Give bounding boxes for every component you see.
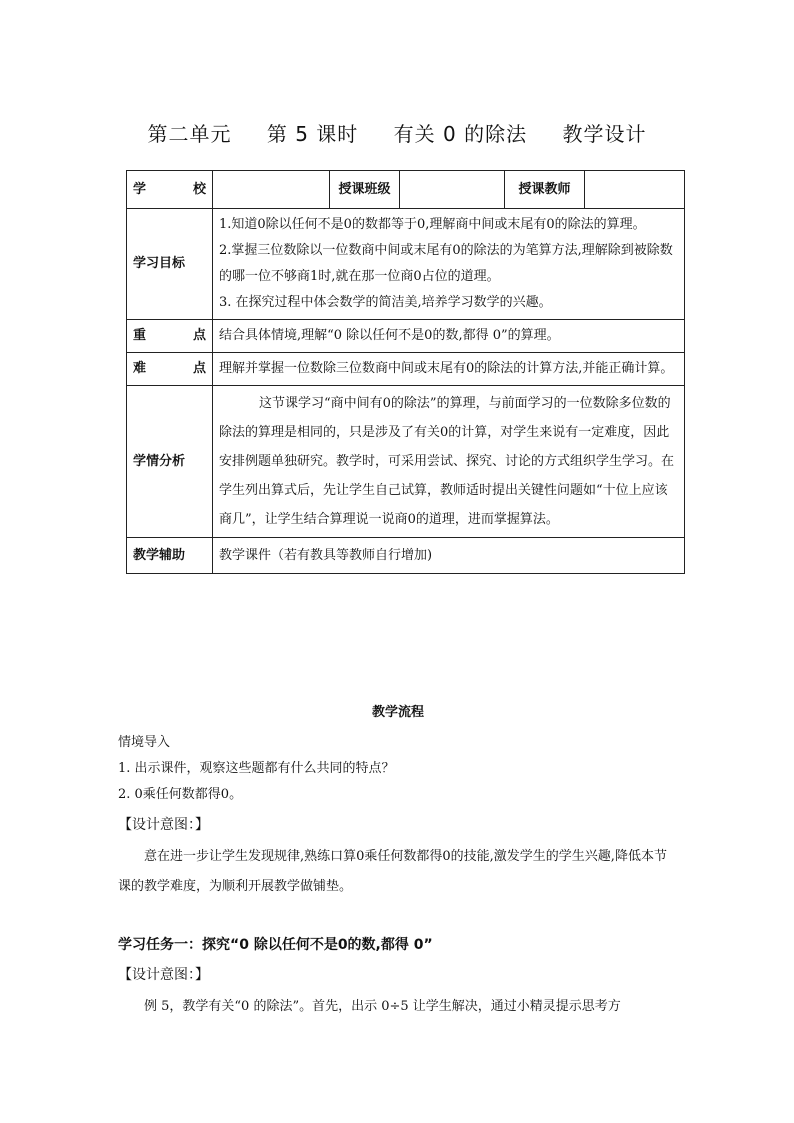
- aid-text: 教学课件（若有教具等教师自行增加): [213, 538, 685, 574]
- teacher-value: [585, 171, 685, 209]
- flow-intro: 情境导入: [118, 735, 171, 750]
- design-intent-label: 【设计意图：】: [118, 967, 209, 983]
- table-row: [127, 320, 685, 353]
- class-label: 授课班级: [330, 171, 400, 209]
- table-row: [127, 538, 685, 574]
- teacher-label: 授课教师: [505, 171, 585, 209]
- class-value: [400, 171, 505, 209]
- key-text: 结合具体情境,理解“0 除以任何不是0的数,都得 0”的算理。: [213, 320, 685, 353]
- goal-item: 2.掌握三位数除以一位数商中间或末尾有0的除法的为笔算方法,理解除到被除数的哪一位不够商1时,就在那一位商0占位的道理。: [219, 243, 673, 284]
- title-topic: 有关 0 的除法: [393, 122, 528, 146]
- analysis-label: 学情分析: [127, 386, 213, 538]
- title-unit: 第二单元: [147, 122, 232, 146]
- page-title: [0, 118, 794, 147]
- difficult-label: 难 点: [127, 353, 213, 386]
- aid-label: 教学辅助: [127, 538, 213, 574]
- goal-item: 1.知道0除以任何不是0的数都等于0,理解商中间或末尾有0的除法的算理。: [219, 217, 646, 232]
- title-lesson: 第 5 课时: [266, 122, 359, 146]
- example-text: 例 5，教学有关“0 的除法”。首先，出示 0÷5 让学生解决，通过小精灵提示思考方: [144, 999, 621, 1014]
- lesson-info-table: [126, 170, 685, 574]
- difficult-text: 理解并掌握一位数除三位数商中间或末尾有0的除法的计算方法,并能正确计算。: [213, 353, 685, 386]
- table-row: [127, 386, 685, 538]
- design-intent-label: 【设计意图：】: [118, 817, 209, 833]
- goals-label: 学习目标: [127, 209, 213, 320]
- flow-item: 1. 出示课件，观察这些题都有什么共同的特点？: [118, 761, 395, 776]
- table-row: [127, 209, 685, 320]
- flow-heading: 教学流程: [371, 705, 424, 720]
- flow-item: 2. 0乘任何数都得0。: [118, 787, 243, 802]
- design-intent-text: 意在进一步让学生发现规律,熟练口算0乘任何数都得0的技能,激发学生的学生兴趣,降低本节课的教学难度，为顺利开展教学做铺垫。: [118, 849, 667, 894]
- goals-cell: [213, 209, 685, 320]
- title-design: 教学设计: [562, 122, 647, 146]
- analysis-text: 这节课学习“商中间有0的除法”的算理，与前面学习的一位数除多位数的除法的算理是相同的，只是涉及了有关0的计算，对学生来说有一定难度，因此安排例题单独研究。教学时，可采用尝试、探究、讨论的方式组织学生学习。在学生列出算式后，先让学生自己试算，教师适时提出关键性问题如“十位上应该商几”，让学生结合算理说一说商0的道理，进而掌握算法。: [213, 386, 685, 538]
- teaching-flow: [118, 700, 678, 1022]
- table-row: [127, 171, 685, 209]
- table-row: [127, 353, 685, 386]
- task-one-heading: 学习任务一：探究“0 除以任何不是0的数,都得 0”: [118, 937, 433, 953]
- school-value: [213, 171, 330, 209]
- school-label: 学 校: [127, 171, 213, 209]
- goal-item: 3. 在探究过程中体会数学的简洁美,培养学习数学的兴趣。: [219, 295, 552, 310]
- key-label: 重 点: [127, 320, 213, 353]
